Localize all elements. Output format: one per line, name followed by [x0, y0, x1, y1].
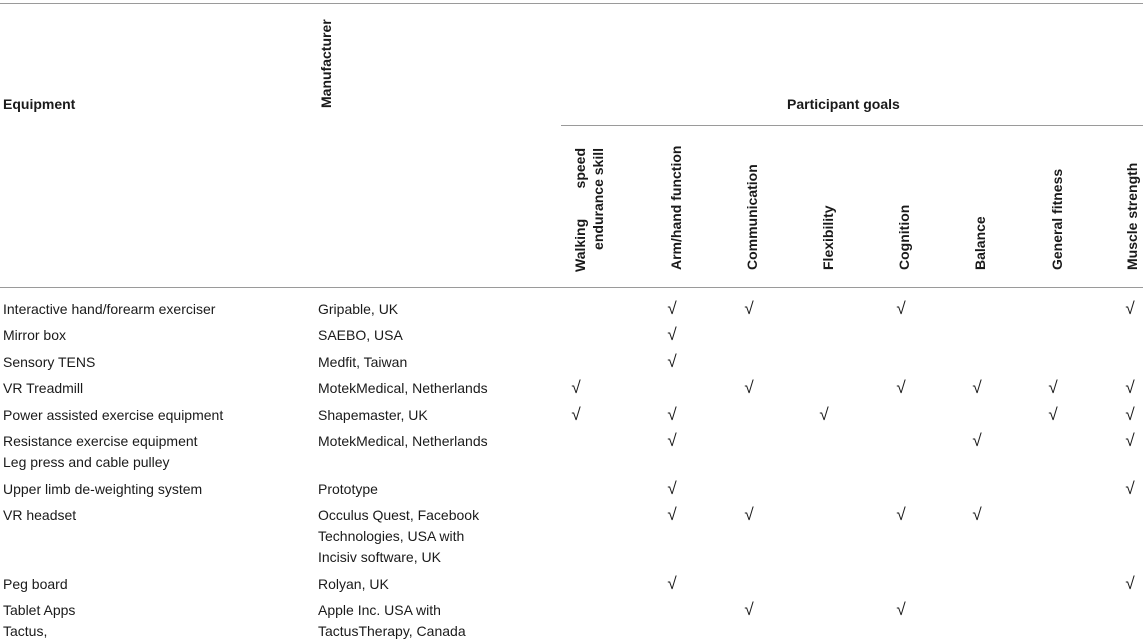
goal-header-communication: Communication: [744, 164, 760, 270]
check-mark-icon: √: [571, 378, 581, 397]
check-mark-icon: √: [1125, 431, 1135, 450]
goal-header-flexibility: Flexibility: [820, 205, 836, 270]
check-mark-icon: √: [1125, 378, 1135, 397]
equipment-cell: Leg press and cable pulley: [3, 454, 170, 470]
check-mark-icon: √: [1125, 405, 1135, 424]
manufacturer-cell: Occulus Quest, Facebook: [318, 507, 480, 523]
check-mark-icon: √: [896, 378, 906, 397]
goal-header-arm-hand-function: Arm/hand function: [668, 145, 684, 270]
header-bottom-rule: [0, 287, 1143, 288]
equipment-cell: Tablet Apps: [3, 602, 76, 618]
check-mark-icon: √: [744, 600, 754, 619]
check-mark-icon: √: [744, 505, 754, 524]
check-mark-icon: √: [744, 299, 754, 318]
check-mark-icon: √: [667, 405, 677, 424]
manufacturer-cell: MotekMedical, Netherlands: [318, 433, 488, 449]
goal-header-general-fitness: General fitness: [1049, 168, 1065, 270]
check-mark-icon: √: [972, 431, 982, 450]
goal-header-cognition: Cognition: [896, 204, 912, 270]
check-mark-icon: √: [896, 299, 906, 318]
manufacturer-cell: MotekMedical, Netherlands: [318, 380, 488, 396]
table-top-rule: [0, 3, 1143, 4]
manufacturer-cell: Shapemaster, UK: [318, 407, 428, 423]
check-mark-icon: √: [1125, 479, 1135, 498]
equipment-column-header: Equipment: [3, 96, 76, 112]
equipment-cell: Power assisted exercise equipment: [3, 407, 224, 423]
check-mark-icon: √: [972, 378, 982, 397]
check-mark-icon: √: [972, 505, 982, 524]
manufacturer-column-header: Manufacturer: [318, 19, 334, 108]
check-mark-icon: √: [1125, 574, 1135, 593]
manufacturer-cell: Incisiv software, UK: [318, 549, 441, 565]
check-mark-icon: √: [819, 405, 829, 424]
check-mark-icon: √: [1125, 299, 1135, 318]
manufacturer-cell: TactusTherapy, Canada: [318, 623, 466, 639]
manufacturer-cell: Prototype: [318, 481, 378, 497]
manufacturer-cell: Medfit, Taiwan: [318, 354, 408, 370]
check-mark-icon: √: [667, 479, 677, 498]
goal-header-walking: Walking speed endurance skill: [572, 148, 606, 272]
goal-header-muscle-strength: Muscle strength: [1124, 162, 1140, 270]
equipment-cell: Resistance exercise equipment: [3, 433, 198, 449]
check-mark-icon: √: [667, 505, 677, 524]
equipment-cell: Upper limb de-weighting system: [3, 481, 203, 497]
check-mark-icon: √: [667, 325, 677, 344]
check-mark-icon: √: [571, 405, 581, 424]
check-mark-icon: √: [667, 352, 677, 371]
check-mark-icon: √: [744, 378, 754, 397]
check-mark-icon: √: [667, 574, 677, 593]
manufacturer-cell: Apple Inc. USA with: [318, 602, 441, 618]
manufacturer-cell: Technologies, USA with: [318, 528, 465, 544]
check-mark-icon: √: [896, 505, 906, 524]
equipment-cell: Sensory TENS: [3, 354, 96, 370]
equipment-cell: Mirror box: [3, 327, 67, 343]
manufacturer-cell: Rolyan, UK: [318, 576, 389, 592]
check-mark-icon: √: [1048, 405, 1058, 424]
manufacturer-cell: Gripable, UK: [318, 301, 399, 317]
equipment-cell: Peg board: [3, 576, 68, 592]
equipment-cell: Tactus,: [3, 623, 48, 639]
check-mark-icon: √: [667, 431, 677, 450]
equipment-cell: Interactive hand/forearm exerciser: [3, 301, 216, 317]
check-mark-icon: √: [896, 600, 906, 619]
manufacturer-cell: SAEBO, USA: [318, 327, 403, 343]
check-mark-icon: √: [667, 299, 677, 318]
goal-header-balance: Balance: [972, 216, 988, 270]
equipment-cell: VR Treadmill: [3, 380, 84, 396]
goals-header-rule: [561, 125, 1143, 126]
check-mark-icon: √: [1048, 378, 1058, 397]
participant-goals-header: Participant goals: [787, 96, 900, 112]
equipment-cell: VR headset: [3, 507, 77, 523]
